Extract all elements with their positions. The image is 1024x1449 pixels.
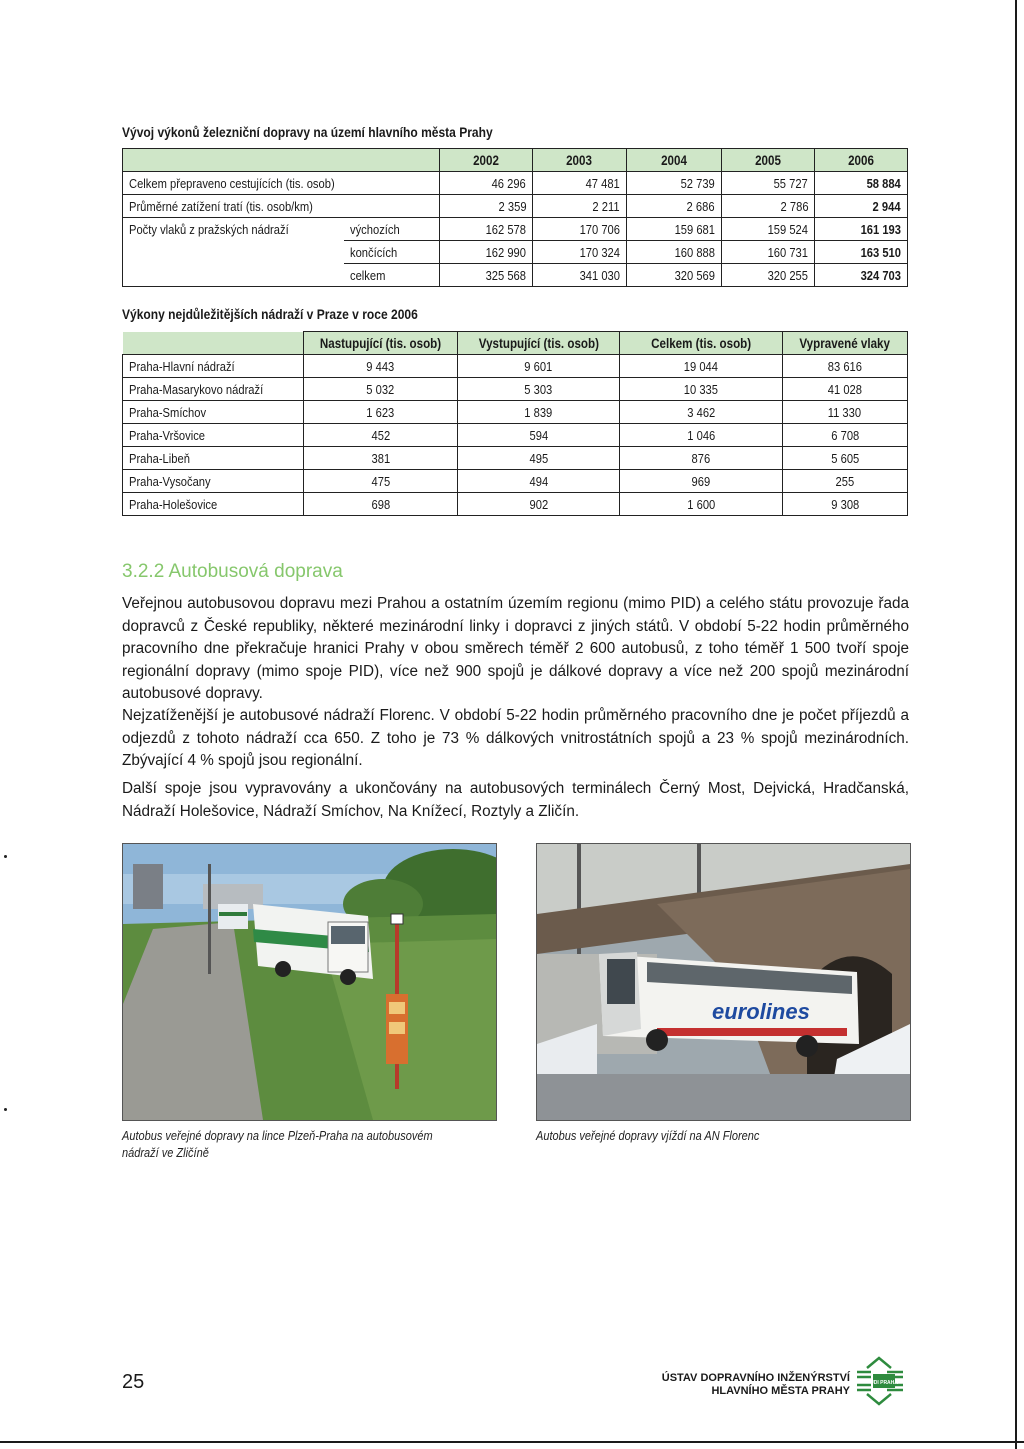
header-empty-cell [123, 332, 304, 355]
table-row [123, 241, 908, 264]
value-cell: 58 884 [815, 172, 908, 195]
row-sublabel: končících [344, 241, 440, 264]
bus-logo-text: eurolines [712, 999, 810, 1024]
value-cell: 2 359 [440, 195, 533, 218]
value-cell: 9 601 [458, 355, 620, 378]
value-cell: 325 568 [440, 264, 533, 287]
value-cell: 341 030 [533, 264, 627, 287]
value-cell: 1 046 [620, 424, 782, 447]
column-header: Nastupující (tis. osob) [304, 332, 458, 355]
value-cell: 160 731 [721, 241, 815, 264]
value-cell: 969 [620, 470, 782, 493]
value-cell: 162 578 [440, 218, 533, 241]
table-row [123, 172, 908, 195]
value-cell: 41 028 [782, 378, 907, 401]
value-cell: 452 [304, 424, 458, 447]
value-cell: 160 888 [626, 241, 721, 264]
row-sublabel: celkem [344, 264, 440, 287]
value-cell: 159 524 [721, 218, 815, 241]
institute-line: HLAVNÍHO MĚSTA PRAHY [711, 1385, 850, 1397]
value-cell: 902 [458, 493, 620, 516]
photo-bus-florenc [536, 843, 911, 1121]
caption-line: Autobus veřejné dopravy vjíždí na AN Florenc [536, 1129, 760, 1143]
value-cell: 5 032 [304, 378, 458, 401]
value-cell: 1 600 [620, 493, 782, 516]
table-row [123, 195, 908, 218]
scan-dot [4, 855, 7, 858]
value-cell: 162 990 [440, 241, 533, 264]
value-cell: 161 193 [815, 218, 908, 241]
value-cell: 19 044 [620, 355, 782, 378]
row-label [123, 241, 345, 264]
column-header: Vystupující (tis. osob) [458, 332, 620, 355]
value-cell: 5 303 [458, 378, 620, 401]
page-border-right [1015, 0, 1017, 1449]
value-cell: 876 [620, 447, 782, 470]
paragraph: Veřejnou autobusovou dopravu mezi Prahou a ostatním územím regionu (mimo PID) a celého státu provozuje řada dopravců z České republiky, některé mezinárodní linky i dopravci z jiných států. V období 5-22 hodin průměrného pracovního dne překračuje hranici Prahy v obou směrech téměř 2 600 autobusů, z toho téměř 1 500 tvoří spoje regionální dopravy (mimo spoje PID), více než 900 spojů je dálkové dopravy a více než 200 spojů mezinárodní autobusové dopravy. [122, 595, 909, 703]
table-header-row [123, 149, 908, 172]
station-name: Praha-Masarykovo nádraží [123, 378, 304, 401]
table2-title: Výkony nejdůležitějších nádraží v Praze v roce 2006 [122, 306, 418, 322]
row-label: Průměrné zatížení tratí (tis. osob/km) [123, 195, 440, 218]
value-cell: 594 [458, 424, 620, 447]
value-cell: 381 [304, 447, 458, 470]
value-cell: 2 686 [626, 195, 721, 218]
value-cell: 10 335 [620, 378, 782, 401]
station-name: Praha-Holešovice [123, 493, 304, 516]
value-cell: 52 739 [626, 172, 721, 195]
table-row [123, 264, 908, 287]
udi-logo [857, 1356, 913, 1411]
row-label: Celkem přepraveno cestujících (tis. osob) [123, 172, 440, 195]
photo-caption [122, 1128, 433, 1162]
value-cell: 9 308 [782, 493, 907, 516]
value-cell: 5 605 [782, 447, 907, 470]
station-name: Praha-Vršovice [123, 424, 304, 447]
row-sublabel: výchozích [344, 218, 440, 241]
value-cell: 170 324 [533, 241, 627, 264]
value-cell: 83 616 [782, 355, 907, 378]
header-empty-cell [123, 149, 440, 172]
value-cell: 320 569 [626, 264, 721, 287]
value-cell: 46 296 [440, 172, 533, 195]
table1-title: Vývoj výkonů železniční dopravy na území hlavního města Prahy [122, 124, 493, 140]
table-row [123, 378, 908, 401]
row-label: Počty vlaků z pražských nádraží [123, 218, 345, 241]
table-row [123, 470, 908, 493]
station-name: Praha-Libeň [123, 447, 304, 470]
institute-name [610, 1372, 850, 1398]
section-heading: 3.2.2 Autobusová doprava [122, 561, 343, 582]
row-label [123, 264, 345, 287]
paragraph: Další spoje jsou vypravovány a ukončovány na autobusových terminálech Černý Most, Dejvická, Hradčanská, Nádraží Holešovice, Nádraží Smíchov, Na Knížecí, Roztyly a Zličín. [122, 780, 909, 820]
caption-line: nádraží ve Zličíně [122, 1146, 209, 1160]
page-number: 25 [122, 1371, 145, 1393]
station-name: Praha-Vysočany [123, 470, 304, 493]
logo-text: ÚDI PRAHA [870, 1380, 898, 1386]
value-cell: 47 481 [533, 172, 627, 195]
caption-line: Autobus veřejné dopravy na lince Plzeň-Praha na autobusovém [122, 1129, 433, 1143]
value-cell: 3 462 [620, 401, 782, 424]
year-header: 2005 [721, 149, 815, 172]
photo-caption [536, 1128, 759, 1145]
photo-bus-zlicin [122, 843, 497, 1121]
table-header-row [123, 332, 908, 355]
table-row [123, 447, 908, 470]
year-header: 2006 [815, 149, 908, 172]
table-row [123, 401, 908, 424]
year-header: 2003 [533, 149, 627, 172]
table-row [123, 218, 908, 241]
table-row [123, 493, 908, 516]
table-row [123, 424, 908, 447]
value-cell: 320 255 [721, 264, 815, 287]
value-cell: 6 708 [782, 424, 907, 447]
value-cell: 255 [782, 470, 907, 493]
value-cell: 324 703 [815, 264, 908, 287]
scan-dot [4, 1108, 7, 1111]
value-cell: 495 [458, 447, 620, 470]
stations-table [122, 331, 908, 516]
value-cell: 1 623 [304, 401, 458, 424]
station-name: Praha-Smíchov [123, 401, 304, 424]
paragraph: Nejzatíženější je autobusové nádraží Florenc. V období 5-22 hodin průměrného pracovního dne je počet příjezdů a odjezdů z tohoto nádraží cca 650. Z toho je 73 % dálkových vnitrostátních spojů a 23 % spojů mezinárodních. Zbývající 4 % spojů jsou regionální. [122, 707, 909, 770]
value-cell: 2 211 [533, 195, 627, 218]
page-border-bottom [0, 1441, 1024, 1443]
value-cell: 11 330 [782, 401, 907, 424]
column-header: Celkem (tis. osob) [620, 332, 782, 355]
value-cell: 159 681 [626, 218, 721, 241]
value-cell: 170 706 [533, 218, 627, 241]
railway-performance-table [122, 148, 908, 287]
table-row [123, 355, 908, 378]
value-cell: 9 443 [304, 355, 458, 378]
value-cell: 698 [304, 493, 458, 516]
value-cell: 55 727 [721, 172, 815, 195]
year-header: 2004 [626, 149, 721, 172]
value-cell: 2 786 [721, 195, 815, 218]
value-cell: 494 [458, 470, 620, 493]
column-header: Vypravené vlaky [782, 332, 907, 355]
value-cell: 163 510 [815, 241, 908, 264]
value-cell: 1 839 [458, 401, 620, 424]
institute-line: ÚSTAV DOPRAVNÍHO INŽENÝRSTVÍ [661, 1372, 850, 1384]
value-cell: 2 944 [815, 195, 908, 218]
value-cell: 475 [304, 470, 458, 493]
station-name: Praha-Hlavní nádraží [123, 355, 304, 378]
year-header: 2002 [440, 149, 533, 172]
